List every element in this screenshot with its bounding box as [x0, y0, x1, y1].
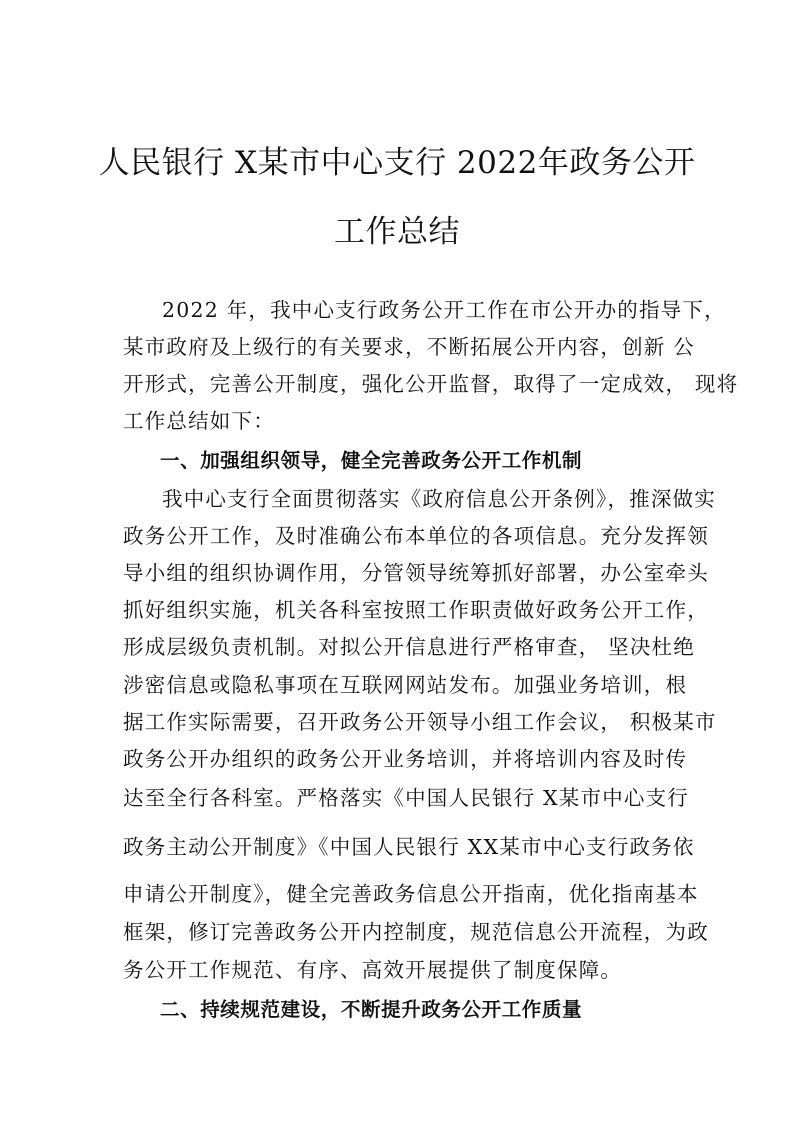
- intro-line-1: 2022 年，我中心支行政务公开工作在市公开办的指导下，: [162, 298, 726, 322]
- section-1-line-9: 达至全行各科室。严格落实《中国人民银行 X某市中心支行: [123, 786, 690, 810]
- section-1-line-3: 导小组的组织协调作用，分管领导统筹抓好部署，办公室牵头: [123, 561, 709, 585]
- intro-line-2: 某市政府及上级行的有关要求，不断拓展公开内容，创新 公: [123, 335, 695, 359]
- section-1-line-7: 据工作实际需要，召开政务公开领导小组工作会议， 积极某市: [123, 710, 717, 734]
- document-title-line-1: 人民银行 X某市中心支行 2022年政务公开: [98, 145, 696, 181]
- section-1-line-1: 我中心支行全面贯彻落实《政府信息公开条例》，推深做实: [162, 487, 716, 511]
- section-1-line-4: 抓好组织实施，机关各科室按照工作职责做好政务公开工作，: [123, 598, 709, 622]
- section-2-heading: 二、持续规范建设，不断提升政务公开工作质量: [160, 998, 583, 1021]
- section-1-line-12: 框架，修订完善政务公开内控制度，规范信息公开流程，为政: [123, 920, 709, 944]
- section-1-line-5: 形成层级负责机制。对拟公开信息进行严格审查， 坚决杜绝: [123, 635, 695, 659]
- document-title-line-2: 工作总结: [334, 214, 460, 250]
- section-1-heading: 一、加强组织领导，健全完善政务公开工作机制: [160, 449, 583, 472]
- intro-line-4: 工作总结如下：: [123, 409, 275, 433]
- section-1-line-8: 政务公开办组织的政务公开业务培训，并将培训内容及时传: [123, 747, 688, 771]
- section-1-line-11: 申请公开制度》，健全完善政务信息公开指南，优化指南基本: [123, 882, 699, 906]
- section-1-line-2: 政务公开工作，及时准确公布本单位的各项信息。充分发挥领: [123, 524, 709, 548]
- section-1-line-13: 务公开工作规范、有序、高效开展提供了制度保障。: [123, 958, 623, 982]
- section-1-line-6: 涉密信息或隐私事项在互联网网站发布。加强业务培训，根: [123, 673, 688, 697]
- intro-line-3: 开形式，完善公开制度，强化公开监督，取得了一定成效， 现将: [123, 372, 739, 396]
- section-1-line-10: 政务主动公开制度》《中国人民银行 XX某市中心支行政务依: [123, 835, 695, 859]
